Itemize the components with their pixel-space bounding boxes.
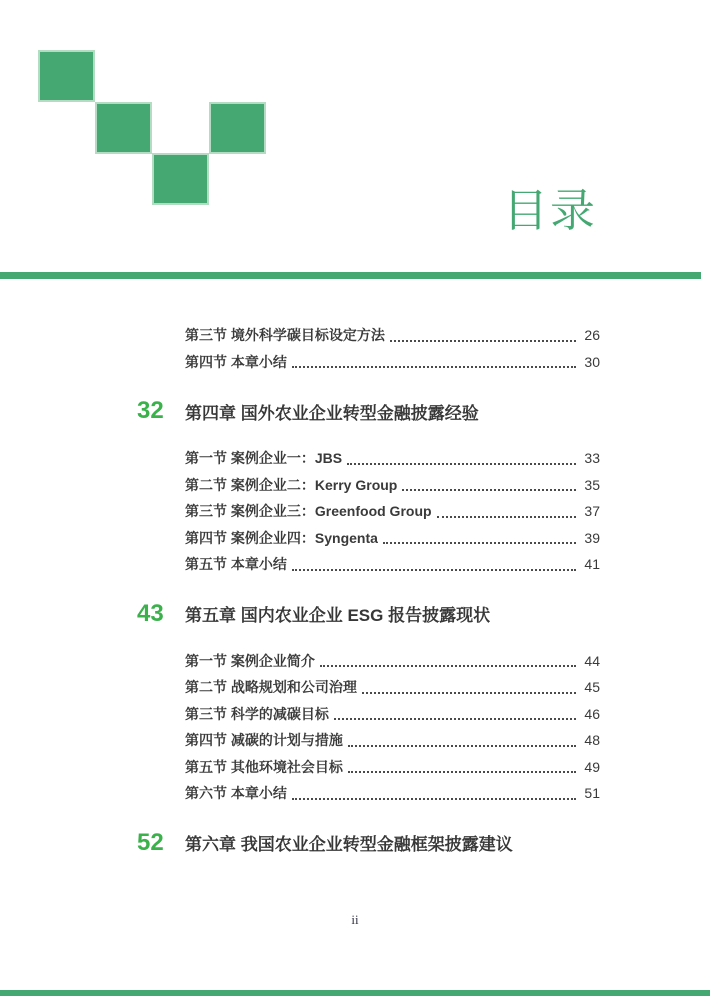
toc-entry[interactable] [137, 701, 600, 728]
toc-entry[interactable] [137, 349, 600, 376]
toc-entry-label: 第四节 案例企业四：Syngenta [185, 529, 378, 546]
toc-entry[interactable] [137, 727, 600, 754]
toc-entry-page: 46 [584, 705, 600, 722]
logo-square-icon [152, 153, 209, 205]
toc-entry-page: 33 [584, 450, 600, 467]
toc-entry-page: 51 [584, 785, 600, 802]
toc-entry-label: 第二节 战略规划和公司治理 [185, 679, 357, 696]
toc-entry[interactable] [137, 322, 600, 349]
dot-leader [390, 340, 576, 342]
dot-leader [347, 463, 576, 465]
chapter-title: 第六章 我国农业企业转型金融框架披露建议 [185, 835, 513, 854]
toc-entry-page: 49 [584, 758, 600, 775]
toc-entry[interactable] [137, 551, 600, 578]
chapter-start-page: 32 [137, 397, 164, 424]
dot-leader [292, 366, 576, 368]
chapter-title: 第五章 国内农业企业 ESG 报告披露现状 [185, 606, 491, 625]
chapter-sections [137, 445, 600, 578]
toc-entry-page: 41 [584, 556, 600, 573]
toc-entry-label: 第四节 减碳的计划与措施 [185, 732, 343, 749]
toc-entry-page: 48 [584, 732, 600, 749]
toc-entry-page: 26 [584, 327, 600, 344]
dot-leader [362, 692, 576, 694]
page-footer [0, 911, 710, 929]
toc-entry-label: 第一节 案例企业简介 [185, 652, 315, 669]
chapter-sections [137, 648, 600, 807]
toc-entry[interactable] [137, 674, 600, 701]
toc-entry-label: 第五节 其他环境社会目标 [185, 758, 343, 775]
dot-leader [348, 771, 576, 773]
chapter-start-page: 43 [137, 599, 164, 627]
toc-entry-page: 39 [584, 529, 600, 546]
toc-entry[interactable] [137, 472, 600, 499]
dot-leader [292, 569, 576, 571]
dot-leader [292, 798, 576, 800]
dot-leader [348, 745, 576, 747]
toc-entry-label: 第三节 案例企业三：Greenfood Group [185, 503, 432, 520]
dot-leader [383, 542, 576, 544]
toc-entry-label: 第四节 本章小结 [185, 353, 287, 370]
toc-entry-page: 30 [584, 353, 600, 370]
dot-leader [437, 516, 576, 518]
logo-square-icon [95, 102, 152, 154]
page-title: 目录 [503, 185, 598, 236]
dot-leader [320, 665, 576, 667]
toc-entry-page: 37 [584, 503, 600, 520]
toc-chapter[interactable] [137, 597, 600, 631]
dot-leader [402, 489, 576, 491]
toc-entry-label: 第一节 案例企业一：JBS [185, 450, 343, 467]
toc-entry-label: 第二节 案例企业二：Kerry Group [185, 476, 398, 493]
toc-entry-page: 35 [584, 476, 600, 493]
chapter-start-page: 52 [137, 828, 164, 856]
toc-chapter[interactable] [137, 826, 600, 860]
toc-entry-label: 第六节 本章小结 [185, 785, 287, 802]
toc-entry-label: 第三节 境外科学碳目标设定方法 [185, 327, 385, 344]
logo-square-icon [38, 50, 95, 102]
toc-entry-label: 第三节 科学的减碳目标 [185, 705, 329, 722]
chapter-title: 第四章 国外农业企业转型金融披露经验 [185, 403, 479, 423]
header-rule [0, 272, 701, 279]
footer-rule [0, 990, 710, 996]
toc-entry[interactable] [137, 498, 600, 525]
toc-entry[interactable] [137, 780, 600, 807]
toc-entry[interactable] [137, 525, 600, 552]
dot-leader [334, 718, 576, 720]
toc-entry-label: 第五节 本章小结 [185, 556, 287, 573]
toc-entry[interactable] [137, 648, 600, 675]
toc-list [137, 322, 600, 860]
toc-entry[interactable] [137, 445, 600, 472]
toc-entry-page: 45 [584, 679, 600, 696]
toc-entry-page: 44 [584, 652, 600, 669]
page-number: ii [351, 912, 359, 927]
toc-chapter[interactable] [137, 394, 600, 428]
logo-square-icon [209, 102, 266, 154]
toc-entry[interactable] [137, 754, 600, 781]
